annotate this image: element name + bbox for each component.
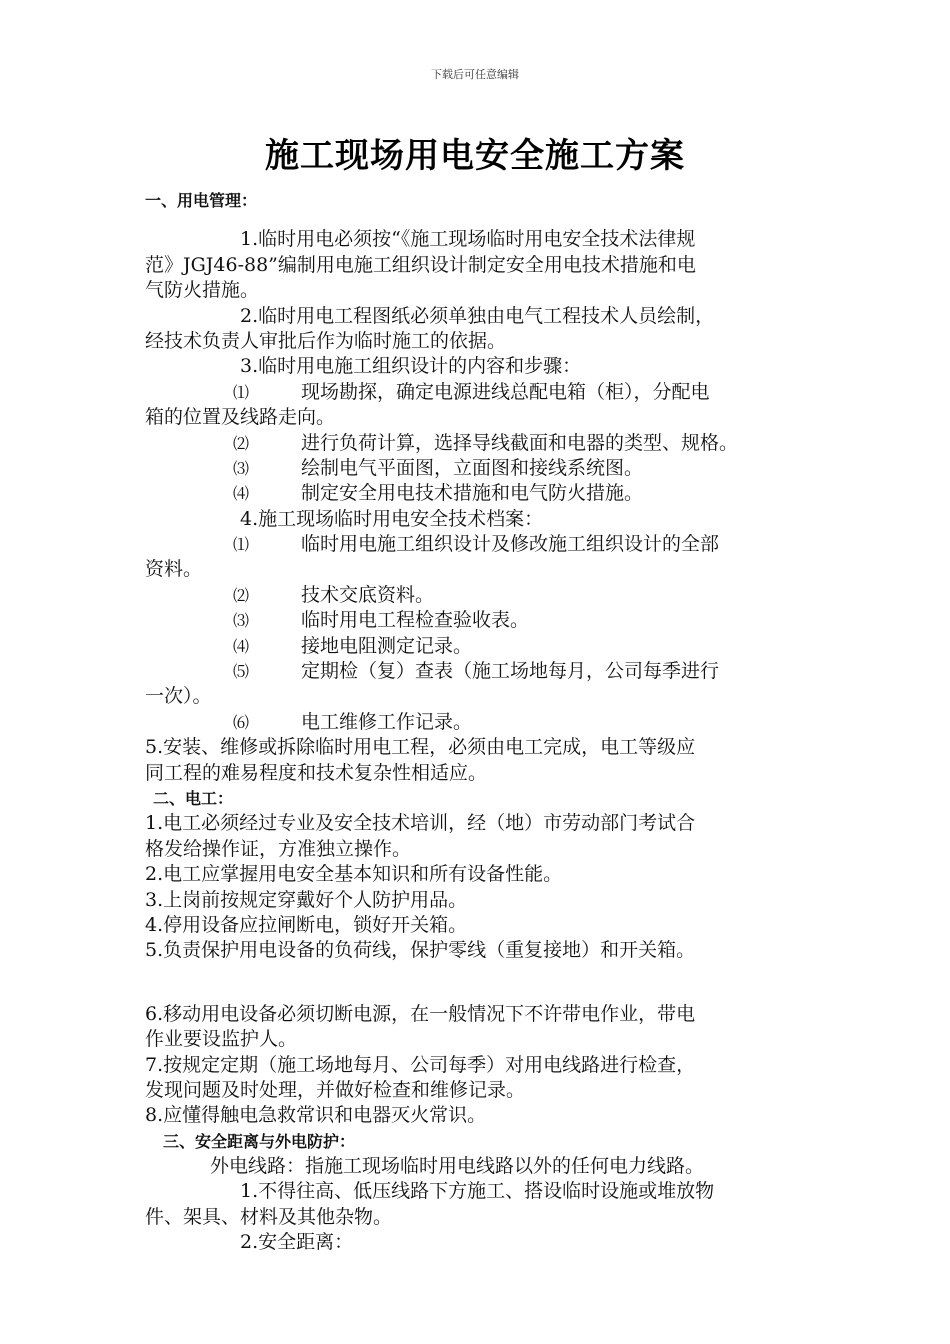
list-item-text: 临时用电施工组织设计及修改施工组织设计的全部 (301, 533, 720, 556)
list-item-number: ⑸ (233, 662, 250, 682)
paragraph-line: 发现问题及时处理，并做好检查和维修记录。 (145, 1078, 526, 1101)
paragraph-line: 3.临时用电施工组织设计的内容和步骤： (240, 355, 582, 378)
header-note: 下载后可任意编辑 (431, 68, 519, 81)
list-item-number: ⑷ (233, 636, 250, 656)
list-item (145, 608, 810, 633)
paragraph-line: 1.电工必须经过专业及安全技术培训，经（地）市劳动部门考试合 (145, 812, 696, 835)
paragraph-line: 件、架具、材料及其他杂物。 (145, 1205, 393, 1228)
paragraph-line: 格发给操作证，方准独立操作。 (145, 837, 412, 860)
spacer (145, 213, 810, 227)
list-item (145, 380, 810, 405)
paragraph-line: 同工程的难易程度和技术复杂性相适应。 (145, 761, 488, 784)
section-heading-3: 三、安全距离与外电防护： (163, 1131, 356, 1151)
list-item-text: 电工维修工作记录。 (301, 710, 473, 733)
section-heading-2: 二、电工： (153, 788, 234, 808)
paragraph-line: 3.上岗前按规定穿戴好个人防护用品。 (145, 888, 468, 911)
list-item (145, 634, 810, 659)
paragraph-line: 作业要设监护人。 (145, 1028, 298, 1051)
list-item-continuation: 资料。 (145, 558, 203, 581)
paragraph-line: 4.施工现场临时用电安全技术档案： (240, 507, 544, 530)
list-item-continuation: 箱的位置及线路走向。 (145, 406, 336, 429)
paragraph-line: 7.按规定定期（施工场地每月、公司每季）对用电线路进行检查， (145, 1053, 696, 1076)
section-heading-1: 一、用电管理： (145, 191, 258, 210)
paragraph-line: 2.电工应掌握用电安全基本知识和所有设备性能。 (145, 863, 563, 886)
paragraph-line: 气防火措施。 (145, 279, 260, 302)
list-item (145, 456, 810, 481)
list-item-number: ⑷ (233, 484, 250, 504)
list-item (145, 710, 810, 735)
paragraph-line: 2.安全距离： (240, 1231, 354, 1254)
list-item-number: ⑵ (233, 433, 250, 453)
list-item-text: 制定安全用电技术措施和电气防火措施。 (301, 482, 644, 505)
paragraph-line: 5.安装、维修或拆除临时用电工程，必须由电工完成，电工等级应 (145, 736, 696, 759)
paragraph-line: 6.移动用电设备必须切断电源，在一般情况下不许带电作业，带电 (145, 1002, 696, 1025)
list-item-text: 定期检（复）查表（施工场地每月，公司每季进行 (301, 660, 720, 683)
list-item-number: ⑴ (233, 535, 250, 555)
list-item (145, 431, 810, 456)
list-item-text: 绘制电气平面图，立面图和接线系统图。 (301, 456, 644, 479)
paragraph-line: 1.临时用电必须按“《施工现场临时用电安全技术法律规 (240, 228, 696, 251)
document-body (145, 188, 810, 1256)
paragraph-line: 1.不得往高、低压线路下方施工、搭设临时设施或堆放物 (240, 1180, 715, 1203)
paragraph-line: 范》JGJ46-88”编制用电施工组织设计制定安全用电技术措施和电 (145, 253, 696, 276)
document-title: 施工现场用电安全施工方案 (265, 136, 685, 176)
list-item-text: 临时用电工程检查验收表。 (301, 609, 530, 632)
blank-line (145, 964, 810, 1002)
list-item-text: 接地电阻测定记录。 (301, 634, 473, 657)
paragraph-line: 4.停用设备应拉闸断电，锁好开关箱。 (145, 913, 468, 936)
list-item (145, 481, 810, 506)
list-item-text: 技术交底资料。 (301, 583, 435, 606)
paragraph-line: 2.临时用电工程图纸必须单独由电气工程技术人员绘制， (240, 304, 715, 327)
paragraph-line: 5.负责保护用电设备的负荷线，保护零线（重复接地）和开关箱。 (145, 939, 696, 962)
list-item-number: ⑵ (233, 585, 250, 605)
list-item-text: 进行负荷计算，选择导线截面和电器的类型、规格。 (301, 431, 739, 454)
list-item-number: ⑶ (233, 458, 250, 478)
list-item-number: ⑴ (233, 382, 250, 402)
paragraph-line: 经技术负责人审批后作为临时施工的依据。 (145, 329, 507, 352)
list-item-continuation: 一次）。 (145, 685, 212, 708)
paragraph-line: 8.应懂得触电急救常识和电器灭火常识。 (145, 1104, 487, 1127)
list-item (145, 532, 810, 557)
list-item (145, 583, 810, 608)
list-item-number: ⑹ (233, 712, 250, 732)
list-item (145, 659, 810, 684)
paragraph-line: 外电线路：指施工现场临时用电线路以外的任何电力线路。 (210, 1155, 705, 1178)
list-item-text: 现场勘探，确定电源进线总配电箱（柜），分配电 (301, 380, 710, 403)
list-item-number: ⑶ (233, 611, 250, 631)
